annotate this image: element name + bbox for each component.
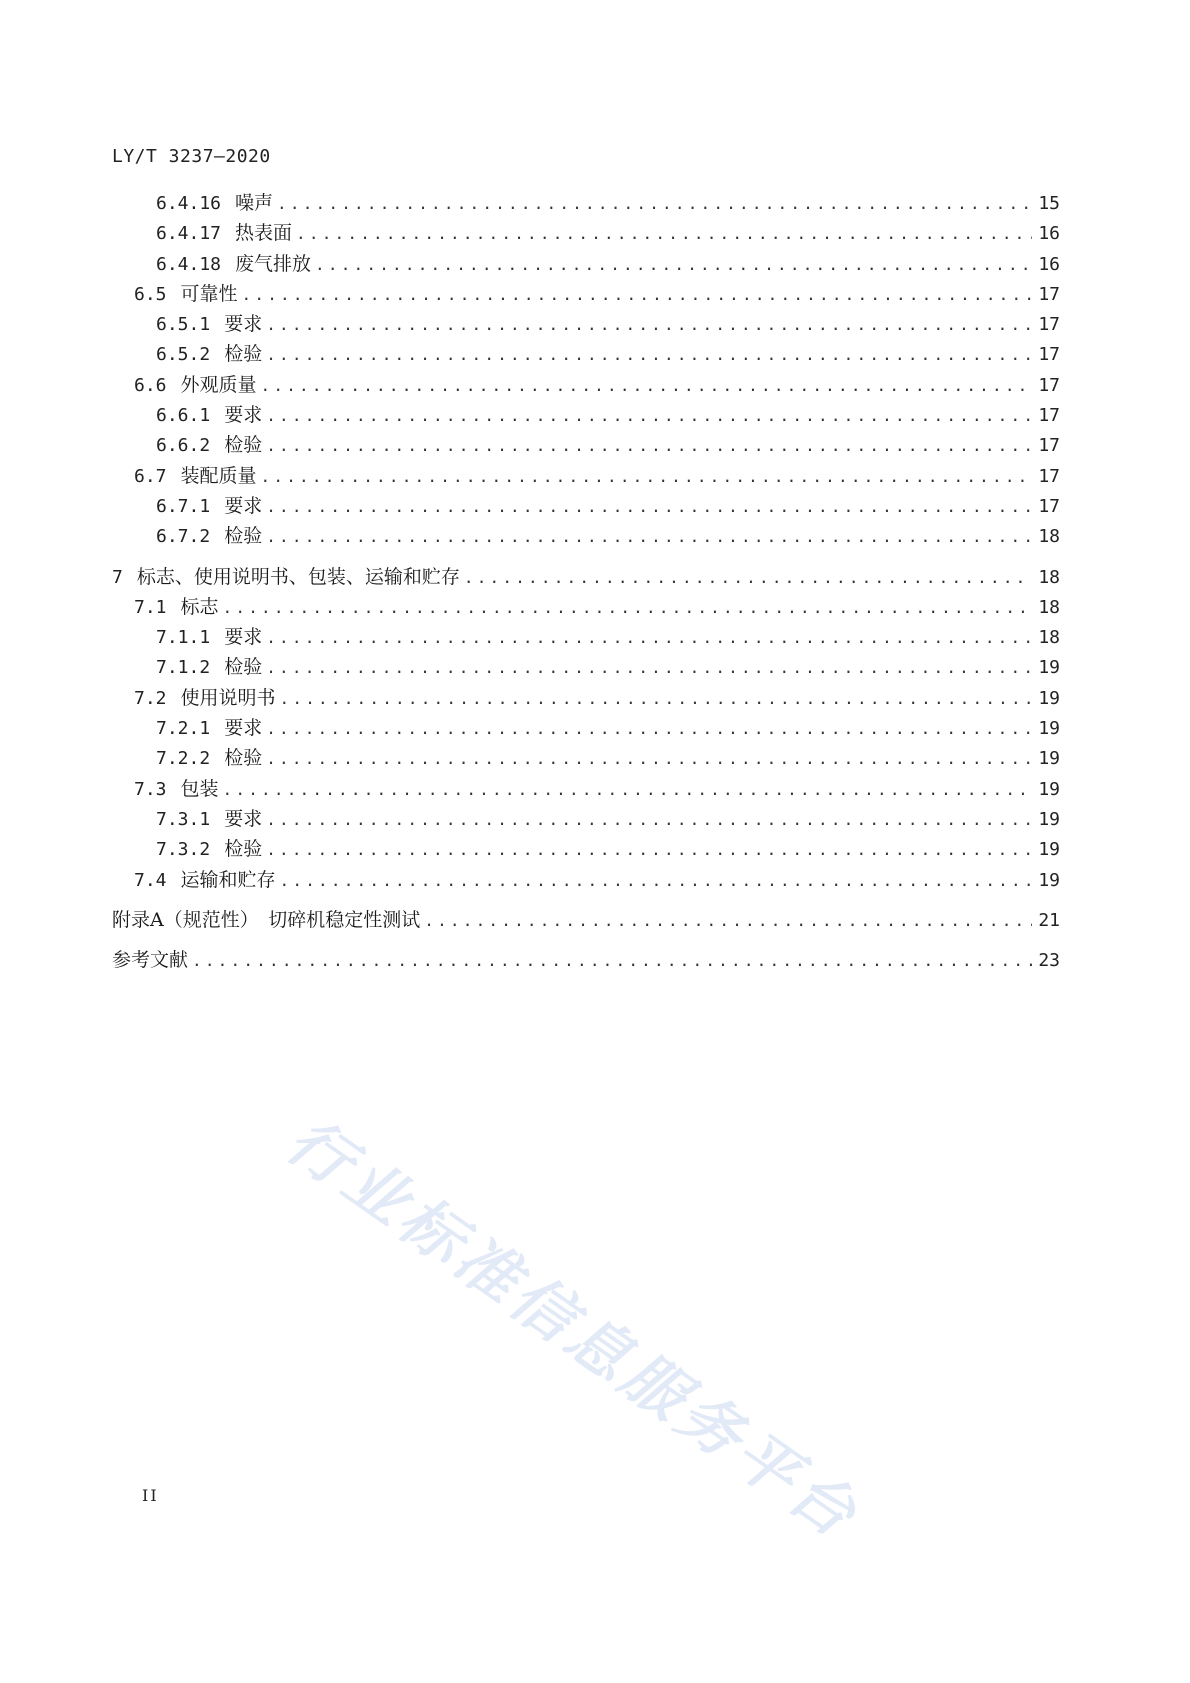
toc-entry-page: 17 — [1038, 283, 1060, 305]
toc-entry[interactable] — [112, 834, 1060, 864]
dot-leader — [223, 780, 1032, 799]
toc-entry-page: 19 — [1038, 687, 1060, 709]
toc-entry[interactable] — [112, 430, 1060, 460]
toc-entry-page: 17 — [1038, 465, 1060, 487]
document-code-header: LY/T 3237—2020 — [112, 146, 271, 167]
toc-entry-page: 17 — [1038, 374, 1060, 396]
toc-entry-page: 19 — [1038, 869, 1060, 891]
toc-entry[interactable] — [112, 743, 1060, 773]
toc-entry-title: 装配质量 — [180, 464, 257, 487]
toc-entry-number: 6.7.1 — [156, 495, 211, 517]
toc-entry-title: 检验 — [224, 656, 263, 679]
toc-entry[interactable] — [112, 188, 1060, 218]
toc-entry[interactable] — [112, 683, 1060, 713]
toc-entry-page: 17 — [1038, 344, 1060, 366]
toc-entry-title: 外观质量 — [180, 373, 257, 396]
toc-entry-title: 可靠性 — [180, 282, 238, 305]
toc-entry-title: 检验 — [224, 838, 263, 861]
toc-entry[interactable] — [112, 309, 1060, 339]
toc-entry-number: 6.6.1 — [156, 405, 211, 427]
toc-entry-number: 6.4.18 — [156, 253, 222, 275]
dot-leader — [266, 315, 1032, 334]
toc-entry-number: 6.5.1 — [156, 314, 211, 336]
toc-entry-page: 16 — [1038, 223, 1060, 245]
dot-leader — [266, 497, 1032, 516]
toc-entry-number: 6.6.2 — [156, 435, 211, 457]
dot-leader — [266, 749, 1032, 768]
dot-leader — [266, 628, 1032, 647]
toc-entry-number: 7.2.2 — [156, 748, 211, 770]
toc-entry[interactable] — [112, 461, 1060, 491]
toc-entry-title: 要求 — [224, 494, 263, 517]
toc-entry-page: 23 — [1038, 950, 1060, 972]
toc-entry-number: 6.5.2 — [156, 344, 211, 366]
toc-entry-page: 19 — [1038, 808, 1060, 830]
dot-leader — [266, 406, 1032, 425]
toc-entry[interactable] — [112, 521, 1060, 551]
dot-leader — [242, 285, 1032, 304]
toc-entry-number: 7.2 — [134, 687, 167, 709]
toc-entry-number: 6.7 — [134, 465, 167, 487]
toc-entry-title: 标志 — [180, 595, 219, 618]
toc-entry-number: 7.4 — [134, 869, 167, 891]
toc-entry-page: 17 — [1038, 495, 1060, 517]
toc-entry[interactable] — [112, 279, 1060, 309]
toc-entry[interactable] — [112, 562, 1060, 592]
dot-leader — [261, 376, 1032, 395]
toc-entry[interactable] — [112, 905, 1060, 935]
toc-entry[interactable] — [112, 370, 1060, 400]
dot-leader — [266, 658, 1032, 677]
toc-entry-page: 16 — [1038, 253, 1060, 275]
dot-leader — [223, 598, 1032, 617]
dot-leader — [261, 467, 1032, 486]
toc-entry-page: 18 — [1038, 526, 1060, 548]
toc-entry-page: 21 — [1038, 909, 1060, 931]
toc-entry-title: 包装 — [180, 777, 219, 800]
dot-leader — [424, 911, 1032, 930]
toc-entry[interactable] — [112, 713, 1060, 743]
toc-entry-page: 19 — [1038, 839, 1060, 861]
toc-entry-number: 7.1.1 — [156, 627, 211, 649]
toc-entry-title: 参考文献 — [112, 949, 189, 972]
toc-entry-title: 检验 — [224, 343, 263, 366]
toc-entry-number: 6.4.16 — [156, 193, 222, 214]
dot-leader — [277, 194, 1032, 213]
toc-entry-page: 19 — [1038, 778, 1060, 800]
toc-entry[interactable] — [112, 249, 1060, 279]
toc-entry-title: 要求 — [224, 313, 263, 336]
toc-entry-title: 要求 — [224, 807, 263, 830]
toc-entry-number: 6.4.17 — [156, 223, 222, 245]
toc-entry-number: 7.2.1 — [156, 718, 211, 740]
toc-entry-page: 17 — [1038, 435, 1060, 457]
toc-entry-number: 7.3.2 — [156, 839, 211, 861]
toc-entry-number: 6.6 — [134, 374, 167, 396]
dot-leader — [266, 345, 1032, 364]
toc-entry-title: 要求 — [224, 626, 263, 649]
toc-entry[interactable] — [112, 592, 1060, 622]
toc-entry-page: 19 — [1038, 657, 1060, 679]
toc-entry[interactable] — [112, 339, 1060, 369]
dot-leader — [266, 840, 1032, 859]
toc-entry-title: 废气排放 — [235, 252, 312, 275]
page-number-footer: II — [142, 1486, 159, 1505]
toc-entry-title: 热表面 — [235, 222, 293, 245]
dot-leader — [280, 871, 1032, 890]
toc-entry-page: 19 — [1038, 718, 1060, 740]
toc-entry-page: 17 — [1038, 405, 1060, 427]
toc-entry-title: 检验 — [224, 747, 263, 770]
toc-entry[interactable] — [112, 774, 1060, 804]
toc-entry[interactable] — [112, 804, 1060, 834]
toc-entry[interactable] — [112, 400, 1060, 430]
dot-leader — [280, 689, 1032, 708]
toc-entry-title: 检验 — [224, 525, 263, 548]
toc-entry[interactable] — [112, 865, 1060, 895]
toc-entry[interactable] — [112, 622, 1060, 652]
toc-entry[interactable] — [112, 218, 1060, 248]
toc-entry-title: 检验 — [224, 434, 263, 457]
dot-leader — [315, 255, 1032, 274]
toc-entry-number: 7.3.1 — [156, 808, 211, 830]
toc-entry-title: 附录A（规范性） 切碎机稳定性测试 — [112, 908, 421, 931]
toc-entry-page: 18 — [1038, 566, 1060, 588]
toc-entry-number: 7.1 — [134, 596, 167, 618]
dot-leader — [192, 951, 1032, 970]
toc-entry-title: 要求 — [224, 717, 263, 740]
toc-entry-number: 7.1.2 — [156, 657, 211, 679]
toc-entry-title: 运输和贮存 — [180, 868, 276, 891]
toc-entry-page: 18 — [1038, 596, 1060, 618]
dot-leader — [266, 810, 1032, 829]
dot-leader — [266, 527, 1032, 546]
toc-entry-page: 18 — [1038, 627, 1060, 649]
table-of-contents — [112, 188, 1060, 975]
toc-entry[interactable] — [112, 652, 1060, 682]
watermark-text: 行业标准信息服务平台 — [274, 1103, 874, 1554]
dot-leader — [296, 224, 1032, 243]
toc-entry-title: 要求 — [224, 404, 263, 427]
dot-leader — [266, 436, 1032, 455]
toc-entry[interactable] — [112, 491, 1060, 521]
dot-leader — [464, 568, 1032, 587]
toc-entry-page: 15 — [1038, 193, 1060, 214]
toc-entry-title: 噪声 — [235, 192, 274, 214]
toc-entry-number: 6.5 — [134, 283, 167, 305]
toc-entry-number: 7.3 — [134, 778, 167, 800]
toc-entry-title: 标志、使用说明书、包装、运输和贮存 — [136, 565, 460, 588]
dot-leader — [266, 719, 1032, 738]
toc-entry[interactable] — [112, 945, 1060, 975]
toc-entry-page: 19 — [1038, 748, 1060, 770]
toc-entry-page: 17 — [1038, 314, 1060, 336]
toc-entry-number: 7 — [112, 566, 123, 588]
toc-entry-number: 6.7.2 — [156, 526, 211, 548]
toc-entry-title: 使用说明书 — [180, 686, 276, 709]
